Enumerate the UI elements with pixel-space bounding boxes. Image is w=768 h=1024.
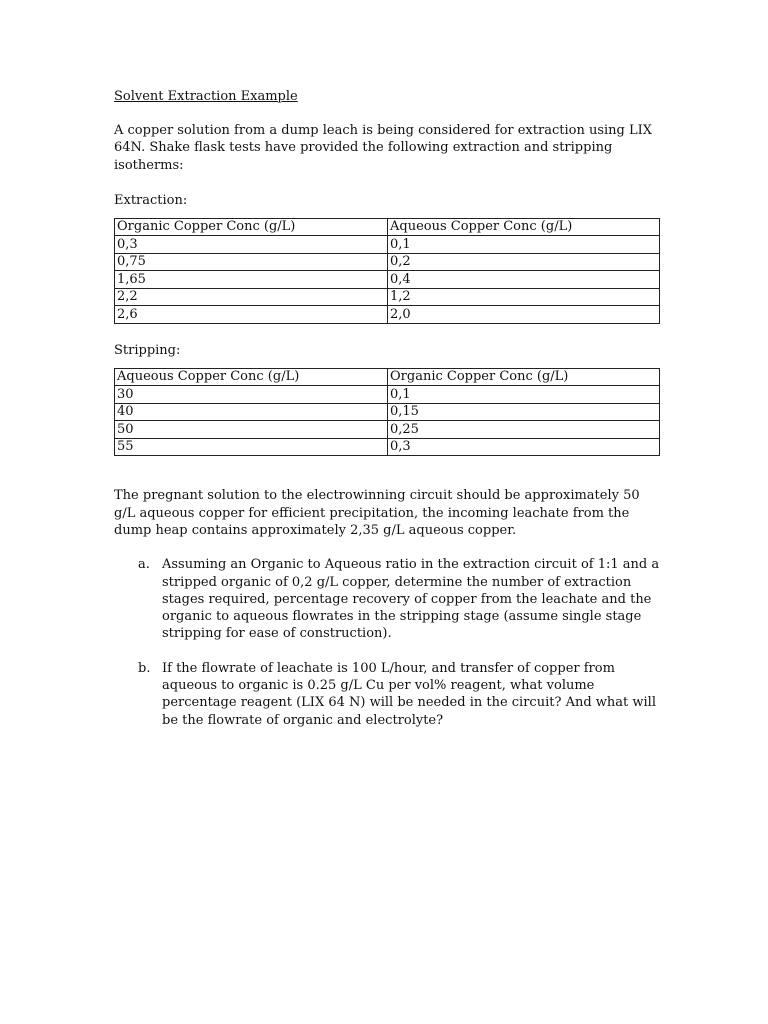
list-marker: a. [138, 557, 150, 573]
table-cell: 0,4 [388, 271, 660, 289]
table-header-cell: Aqueous Copper Conc (g/L) [388, 218, 660, 236]
stripping-table [114, 368, 660, 457]
table-header-cell: Aqueous Copper Conc (g/L) [115, 368, 388, 386]
table-cell: 0,1 [388, 236, 660, 254]
table-cell: 30 [115, 386, 388, 404]
list-item [114, 556, 662, 642]
table-row [115, 288, 660, 306]
table-header-row [115, 218, 660, 236]
extraction-table [114, 218, 660, 324]
table-row [115, 306, 660, 324]
table-cell: 0,25 [388, 421, 660, 439]
pregnant-solution-paragraph: The pregnant solution to the electrowinning circuit should be approximately 50 g/L aqueous copper for efficient precipitation, the incoming leachate from the dump heap contains approximately 2,35 g/L aqueous copper. [114, 488, 640, 538]
question-text: Assuming an Organic to Aqueous ratio in the extraction circuit of 1:1 and a stripped organic of 0,2 g/L copper, determine the number of extraction stages required, percentage recovery of copper from the leachate and the organic to aqueous flowrates in the stripping stage (assume single stage stripping for ease of construction). [162, 557, 660, 642]
document-title: Solvent Extraction Example [114, 89, 298, 104]
table-row [115, 403, 660, 421]
table-header-row [115, 368, 660, 386]
stripping-label: Stripping: [114, 342, 181, 358]
table-cell: 2,2 [115, 288, 388, 306]
table-header-cell: Organic Copper Conc (g/L) [388, 368, 660, 386]
document-page [114, 88, 662, 729]
table-row [115, 386, 660, 404]
extraction-label: Extraction: [114, 192, 188, 208]
table-cell: 0,75 [115, 253, 388, 271]
table-cell: 1,2 [388, 288, 660, 306]
question-text: If the flowrate of leachate is 100 L/hour, and transfer of copper from aqueous to organic is 0.25 g/L Cu per vol% reagent, what volume percentage reagent (LIX 64 N) will be needed in the circuit? And what will be the flowrate of organic and electrolyte? [162, 660, 656, 728]
table-row [115, 421, 660, 439]
table-cell: 0,15 [388, 403, 660, 421]
table-cell: 50 [115, 421, 388, 439]
table-header-cell: Organic Copper Conc (g/L) [115, 218, 388, 236]
table-cell: 55 [115, 438, 388, 456]
table-cell: 0,2 [388, 253, 660, 271]
table-cell: 0,1 [388, 386, 660, 404]
table-cell: 0,3 [115, 236, 388, 254]
table-cell: 0,3 [388, 438, 660, 456]
list-marker: b. [138, 660, 151, 676]
table-cell: 2,0 [388, 306, 660, 324]
table-row [115, 236, 660, 254]
list-item [114, 660, 662, 729]
table-cell: 2,6 [115, 306, 388, 324]
table-row [115, 438, 660, 456]
table-cell: 40 [115, 403, 388, 421]
question-list [114, 556, 662, 729]
table-row [115, 253, 660, 271]
table-row [115, 271, 660, 289]
table-cell: 1,65 [115, 271, 388, 289]
intro-paragraph: A copper solution from a dump leach is being considered for extraction using LIX 64N. Shake flask tests have provided the following extraction and stripping isotherms: [114, 123, 653, 173]
